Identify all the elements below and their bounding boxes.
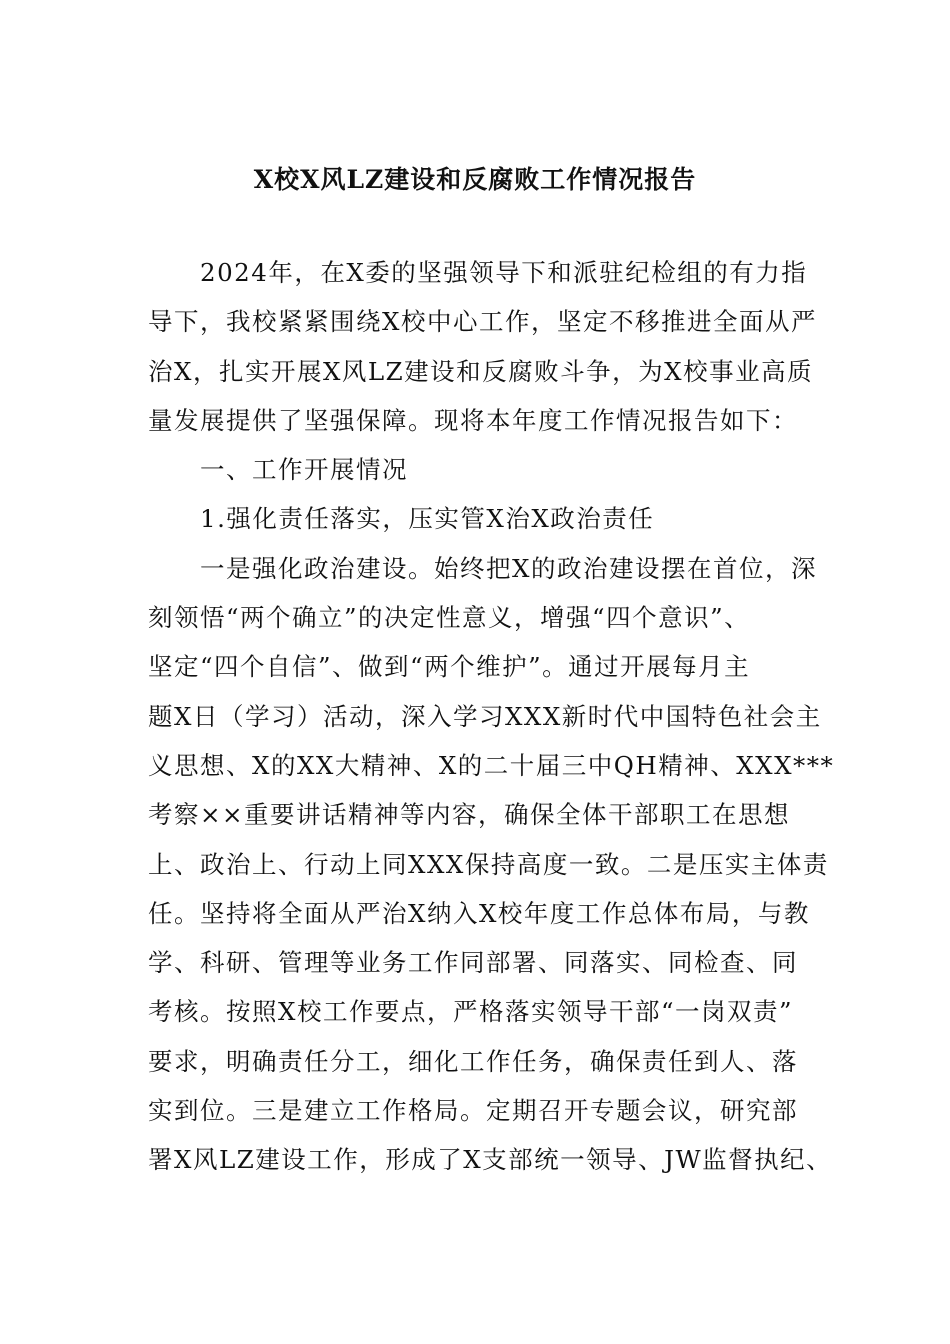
- paragraph-line: 量发展提供了坚强保障。现将本年度工作情况报告如下：: [148, 405, 798, 435]
- section-heading: 一、工作开展情况: [200, 455, 408, 485]
- paragraph-line: 学、科研、管理等业务工作同部署、同落实、同检查、同: [148, 948, 798, 978]
- paragraph-line: 刻领悟“两个确立”的决定性意义，增强“四个意识”、: [148, 603, 751, 633]
- paragraph-line: 一是强化政治建设。始终把X的政治建设摆在首位，深: [200, 553, 817, 583]
- paragraph-line: 导下，我校紧紧围绕X校中心工作，坚定不移推进全面从严: [148, 307, 817, 337]
- paragraph-line: 考察××重要讲话精神等内容，确保全体干部职工在思想: [148, 800, 791, 830]
- paragraph-line: 坚定“四个自信”、做到“两个维护”。通过开展每月主: [148, 652, 751, 682]
- document-body: [148, 248, 835, 1185]
- paragraph-line: 题X日（学习）活动，深入学习XXX新时代中国特色社会主: [148, 701, 822, 731]
- paragraph-line: 治X，扎实开展X风LZ建设和反腐败斗争，为X校事业高质: [148, 356, 814, 386]
- paragraph-line: 实到位。三是建立工作格局。定期召开专题会议，研究部: [148, 1096, 798, 1126]
- paragraph-line: 上、政治上、行动上同XXX保持高度一致。二是压实主体责: [148, 849, 829, 879]
- subsection-heading: 1.强化责任落实，压实管X治X政治责任: [200, 504, 655, 534]
- paragraph-line: 署X风LZ建设工作，形成了X支部统一领导、JW监督执纪、: [148, 1145, 833, 1175]
- paragraph-line: 任。坚持将全面从严治X纳入X校年度工作总体布局，与教: [148, 898, 810, 928]
- paragraph-line: 要求，明确责任分工，细化工作任务，确保责任到人、落: [148, 1046, 798, 1076]
- paragraph-line: 2024年，在X委的坚强领导下和派驻纪检组的有力指: [200, 258, 808, 287]
- paragraph-line: 义思想、X的XX大精神、X的二十届三中QH精神、XXX***: [148, 750, 835, 780]
- paragraph-line: 考核。按照X校工作要点，严格落实领导干部“一岗双责”: [148, 997, 793, 1027]
- document-title: X校X风LZ建设和反腐败工作情况报告: [253, 165, 697, 194]
